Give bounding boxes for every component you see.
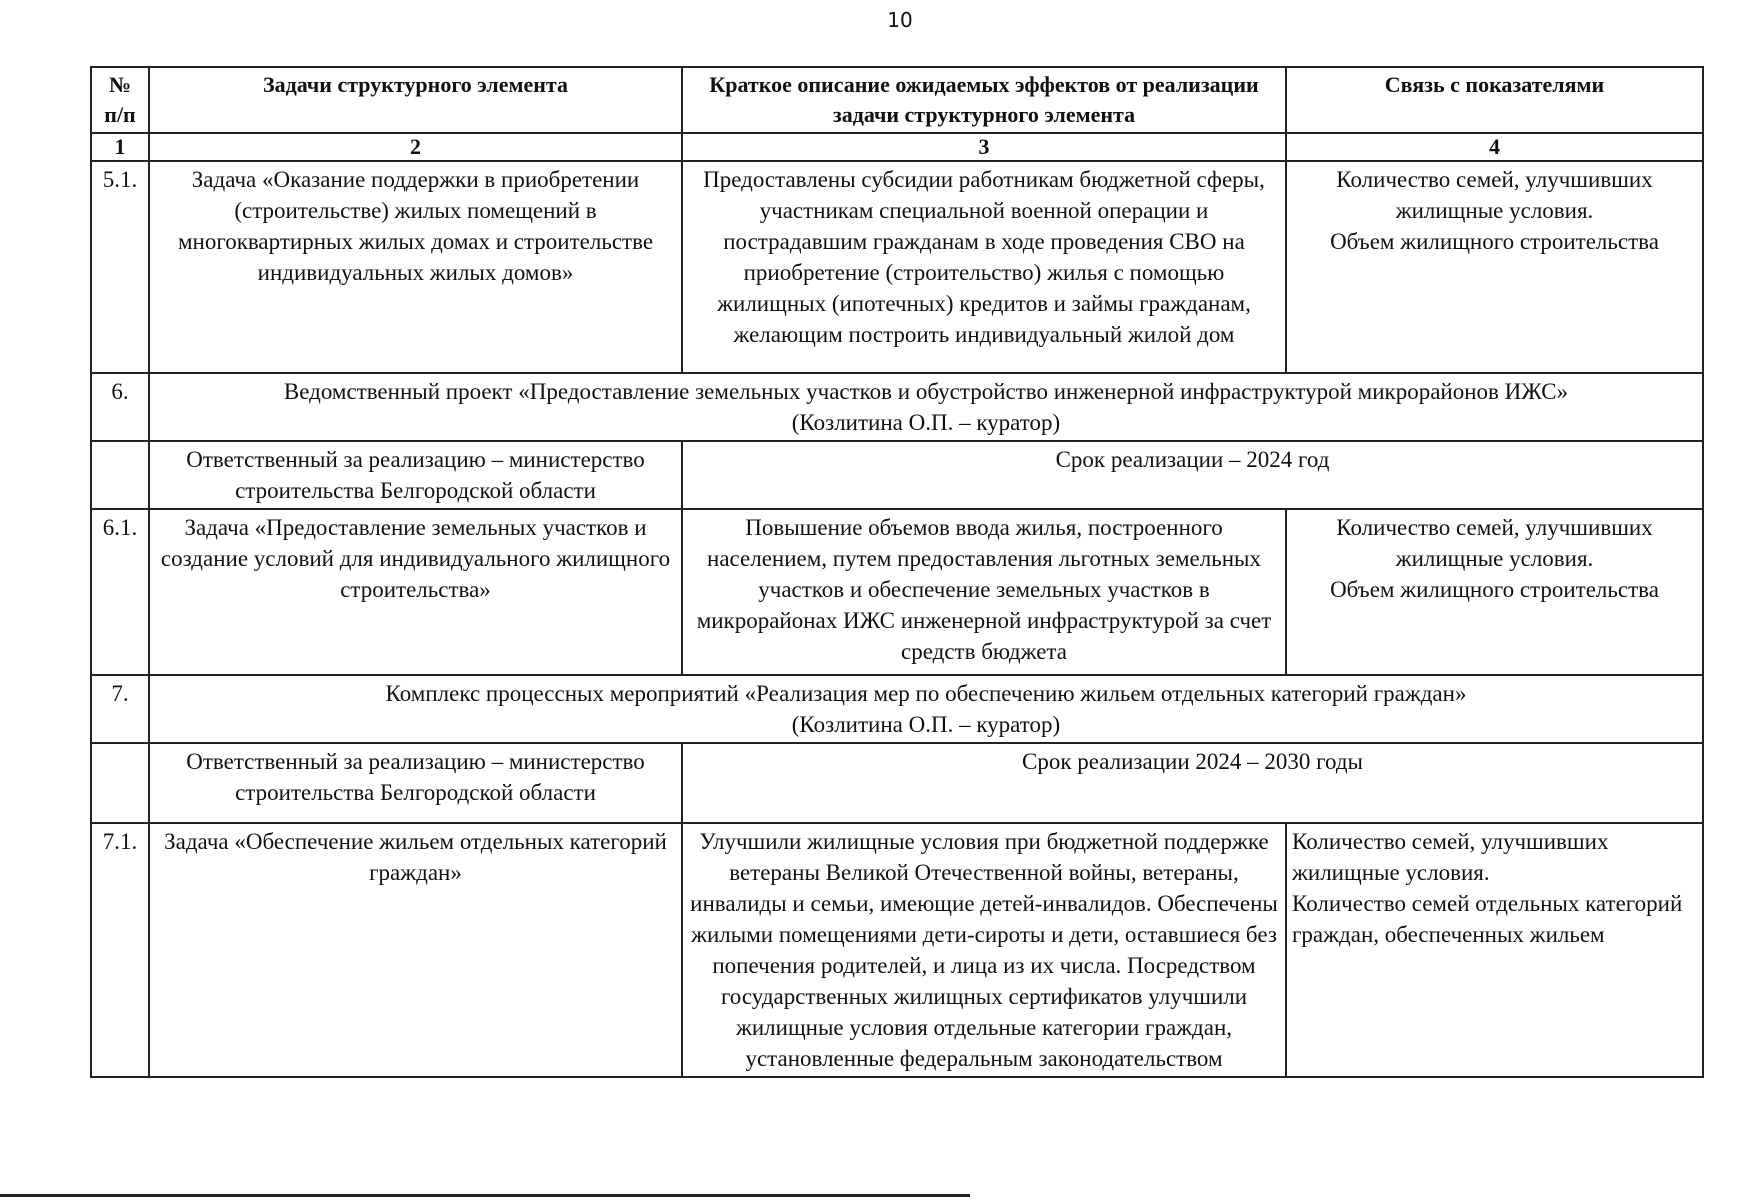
header-number bbox=[91, 67, 149, 133]
indicators-cell bbox=[1286, 823, 1703, 1077]
indicator-item: Количество семей, улучшивших жилищные условия. bbox=[1336, 167, 1653, 223]
header-tasks: Задачи структурного элемента bbox=[149, 67, 682, 133]
header-number-abbr: п/п bbox=[104, 102, 136, 127]
indicator-item: Количество семей, улучшивших жилищные условия. bbox=[1336, 515, 1653, 571]
row-number: 5.1. bbox=[91, 161, 149, 373]
column-number-2: 2 bbox=[149, 133, 682, 161]
term-cell: Срок реализации – 2024 год bbox=[682, 441, 1703, 509]
indicator-item: Объем жилищного строительства bbox=[1330, 577, 1659, 602]
section-row bbox=[91, 675, 1703, 743]
row-number: 6.1. bbox=[91, 509, 149, 675]
section-meta-row bbox=[91, 441, 1703, 509]
section-curator: (Козлитина О.П. – куратор) bbox=[791, 712, 1061, 737]
indicators-cell bbox=[1286, 161, 1703, 373]
empty-cell bbox=[91, 743, 149, 823]
section-meta-row bbox=[91, 743, 1703, 823]
section-row bbox=[91, 373, 1703, 441]
effect-cell: Улучшили жилищные условия при бюджетной поддержке ветераны Великой Отечественной войны, ветераны, инвалиды и семьи, имеющие детей-инвалидов. Обеспечены жилыми помещениями дети-сироты и дети, оставшиеся без попечения родителей, и лица из их числа. Посредством государственных жилищных сертификатов улучшили жилищные условия отдельные категории граждан, установленные федеральным законодательством bbox=[682, 823, 1286, 1077]
header-effects: Краткое описание ожидаемых эффектов от реализации задачи структурного элемента bbox=[682, 67, 1286, 133]
section-title-cell bbox=[149, 373, 1703, 441]
section-number: 6. bbox=[91, 373, 149, 441]
responsible-cell: Ответственный за реализацию – министерство строительства Белгородской области bbox=[149, 743, 682, 823]
term-cell: Срок реализации 2024 – 2030 годы bbox=[682, 743, 1703, 823]
header-number-sign: № bbox=[108, 72, 132, 97]
task-cell: Задача «Предоставление земельных участков и создание условий для индивидуального жилищного строительства» bbox=[149, 509, 682, 675]
structural-elements-table bbox=[90, 66, 1704, 1078]
section-title: Ведомственный проект «Предоставление земельных участков и обустройство инженерной инфраструктурой микрорайонов ИЖС» bbox=[283, 379, 1569, 404]
empty-cell bbox=[91, 441, 149, 509]
header-indicators: Связь с показателями bbox=[1286, 67, 1703, 133]
task-cell: Задача «Обеспечение жильем отдельных категорий граждан» bbox=[149, 823, 682, 1077]
section-curator: (Козлитина О.П. – куратор) bbox=[791, 410, 1061, 435]
bottom-rule bbox=[0, 1194, 970, 1197]
row-number: 7.1. bbox=[91, 823, 149, 1077]
effect-cell: Повышение объемов ввода жилья, построенного населением, путем предоставления льготных земельных участков и обеспечение земельных участков в микрорайонах ИЖС инженерной инфраструктурой за счет средств бюджета bbox=[682, 509, 1286, 675]
indicator-item: Количество семей отдельных категорий граждан, обеспеченных жильем bbox=[1292, 891, 1683, 947]
column-number-3: 3 bbox=[682, 133, 1286, 161]
section-number: 7. bbox=[91, 675, 149, 743]
column-number-4: 4 bbox=[1286, 133, 1703, 161]
column-number-1: 1 bbox=[91, 133, 149, 161]
section-title: Комплекс процессных мероприятий «Реализация мер по обеспечению жильем отдельных категорий граждан» bbox=[385, 681, 1467, 706]
effect-cell: Предоставлены субсидии работникам бюджетной сферы, участникам специальной военной операции и пострадавшим гражданам в ходе проведения СВО на приобретение (строительство) жилья с помощью жилищных (ипотечных) кредитов и займы гражданам, желающим построить индивидуальный жилой дом bbox=[682, 161, 1286, 373]
table-row bbox=[91, 509, 1703, 675]
table-header-row bbox=[91, 67, 1703, 133]
table-row bbox=[91, 823, 1703, 1077]
table-row bbox=[91, 161, 1703, 373]
indicator-item: Количество семей, улучшивших жилищные условия. bbox=[1292, 829, 1609, 885]
indicators-cell bbox=[1286, 509, 1703, 675]
responsible-cell: Ответственный за реализацию – министерство строительства Белгородской области bbox=[149, 441, 682, 509]
column-numbering-row bbox=[91, 133, 1703, 161]
page-number: 10 bbox=[887, 8, 913, 32]
task-cell: Задача «Оказание поддержки в приобретении (строительстве) жилых помещений в многоквартирных жилых домах и строительстве индивидуальных жилых домов» bbox=[149, 161, 682, 373]
section-title-cell bbox=[149, 675, 1703, 743]
indicator-item: Объем жилищного строительства bbox=[1330, 229, 1659, 254]
